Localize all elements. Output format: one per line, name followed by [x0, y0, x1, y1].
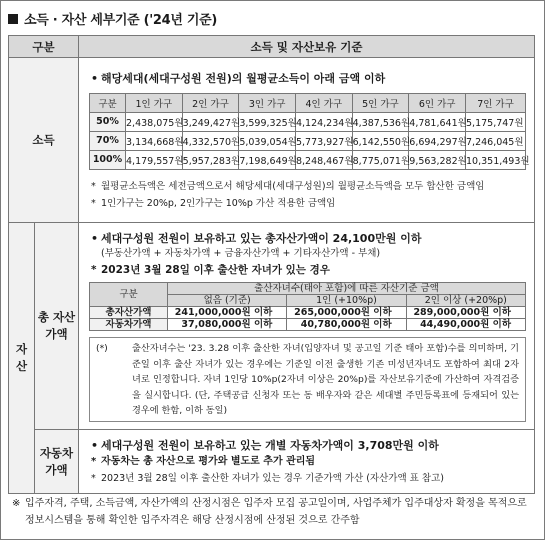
asset-table-header: 2인 이상 (+20%p) — [406, 295, 525, 307]
footnote — [12, 495, 534, 529]
car-asset-note: * 2023년 3월 28일 이후 출산한 자녀가 있는 경우 기준가액 가산 (자산가액 표 참고) — [89, 470, 526, 487]
asset-value-cell: 289,000,000원 이하 — [406, 307, 525, 319]
income-header-cell: 1인 가구 — [126, 93, 183, 112]
income-value-cell: 4,387,536원 — [352, 112, 409, 131]
newborn-note-box — [89, 337, 526, 422]
asset-value-cell: 44,490,000원 이하 — [406, 319, 525, 331]
asset-table-group-header: 출산자녀수(태아 포함)에 따른 자산기준 금액 — [168, 283, 526, 295]
square-bullet-icon — [8, 14, 18, 24]
newborn-note-label: (*) — [96, 343, 108, 355]
income-value-cell: 2,438,075원 — [126, 112, 183, 131]
income-value-cell: 6,694,297원 — [409, 131, 466, 150]
footnote-text: 입주자격, 주택, 소득금액, 자산가액의 산정시점은 입주자 모집 공고일이며, 사업주체가 입주대상자 확정을 목적으로 정보시스템을 통해 확인한 입주자격은 해당 산정시점에 산정된 것으로 간주함 — [25, 498, 527, 526]
income-value-cell: 4,124,234원 — [295, 112, 352, 131]
income-bullet: • 해당세대(세대구성원 전원)의 월평균소득이 아래 금액 이하 — [89, 71, 526, 86]
page-title-text: 소득 · 자산 세부기준 ('24년 기준) — [24, 13, 218, 28]
income-cell — [79, 58, 535, 223]
income-table-header-row — [90, 93, 526, 112]
income-row-key: 70% — [90, 131, 126, 150]
income-value-cell: 6,142,550원 — [352, 131, 409, 150]
header-criteria: 소득 및 자산보유 기준 — [79, 36, 535, 58]
asset-table-row — [90, 319, 526, 331]
header-category: 구분 — [9, 36, 79, 58]
income-value-cell: 5,039,054원 — [239, 131, 296, 150]
income-row-key: 50% — [90, 112, 126, 131]
asset-label: 자 산 — [9, 223, 35, 494]
criteria-table — [8, 35, 535, 494]
total-asset-formula: (부동산가액 + 자동차가액 + 금융자산가액 + 기타자산가액 - 부채) — [101, 248, 381, 260]
asset-table-row — [90, 307, 526, 319]
page-title — [8, 9, 217, 28]
income-table-row — [90, 150, 526, 169]
asset-table-header: 1인 (+10%p) — [287, 295, 406, 307]
income-header-cell: 5인 가구 — [352, 93, 409, 112]
income-value-cell: 5,773,927원 — [295, 131, 352, 150]
income-value-cell: 3,249,427원 — [182, 112, 239, 131]
income-value-cell: 7,246,045원 — [466, 131, 526, 150]
asset-value-cell: 241,000,000원 이하 — [168, 307, 287, 319]
asset-value-cell: 37,080,000원 이하 — [168, 319, 287, 331]
total-asset-cell — [79, 223, 535, 430]
income-value-cell: 4,179,557원 — [126, 150, 183, 169]
asset-table — [89, 282, 526, 331]
asset-value-cell: 265,000,000원 이하 — [287, 307, 406, 319]
income-table — [89, 93, 530, 170]
income-value-cell: 8,775,071원 — [352, 150, 409, 169]
income-value-cell: 3,134,668원 — [126, 131, 183, 150]
income-value-cell: 7,198,649원 — [239, 150, 296, 169]
car-asset-cell — [79, 430, 535, 494]
income-value-cell: 8,248,467원 — [295, 150, 352, 169]
income-row-key: 100% — [90, 150, 126, 169]
income-header-cell: 구분 — [90, 93, 126, 112]
asset-table-header: 없음 (기준) — [168, 295, 287, 307]
asset-row-key: 자동차가액 — [90, 319, 168, 331]
reference-mark-icon: ※ — [12, 498, 21, 509]
asset-table-corner: 구분 — [90, 283, 168, 307]
income-value-cell: 10,351,493원 — [466, 150, 526, 169]
income-value-cell: 4,781,641원 — [409, 112, 466, 131]
income-value-cell: 5,957,283원 — [182, 150, 239, 169]
car-asset-note: * 자동차는 총 자산으로 평가와 별도로 추가 관리됨 — [89, 453, 526, 470]
car-asset-label: 자동차 가액 — [35, 430, 79, 494]
income-header-cell: 4인 가구 — [295, 93, 352, 112]
newborn-note-text: 출산자녀수는 '23. 3.28 이후 출산한 자녀(입양자녀 및 공고일 기준 태아 포함)수를 의미하며, 기준일 이후 출산 자녀가 있는 경우에는 기준일 이전 출생한 기존 미성년자녀도 포함하여 최대 2자녀로 인정합니다. 자녀 1인당 10%p(2자녀 이상은 20%p)를 자산보유기준에 가산하여 자격검증을 실시합니다. (단, 주택공급 신청자 또는 동 배우자와 같은 세대별 주민등록표에 등재되어 있는 경우에 한함, 이하 동일) — [132, 343, 519, 417]
car-asset-bullet: • 세대구성원 전원이 보유하고 있는 개별 자동차가액이 3,708만원 이하 — [89, 438, 526, 453]
asset-row-key: 총자산가액 — [90, 307, 168, 319]
income-table-row — [90, 131, 526, 150]
income-header-cell: 6인 가구 — [409, 93, 466, 112]
total-asset-bullet: • 세대구성원 전원이 보유하고 있는 총자산가액이 24,100만원 이하 — [89, 231, 526, 246]
income-table-row — [90, 112, 526, 131]
income-value-cell: 5,175,747원 — [466, 112, 526, 131]
income-value-cell: 4,332,570원 — [182, 131, 239, 150]
income-header-cell: 7인 가구 — [466, 93, 526, 112]
income-value-cell: 9,563,282원 — [409, 150, 466, 169]
total-asset-note: * 2023년 3월 28일 이후 출산한 자녀가 있는 경우 — [89, 262, 526, 279]
income-value-cell: 3,599,325원 — [239, 112, 296, 131]
total-asset-label: 총 자산 가액 — [35, 223, 79, 430]
asset-value-cell: 40,780,000원 이하 — [287, 319, 406, 331]
income-note: * 1인가구는 20%p, 2인가구는 10%p 가산 적용한 금액임 — [89, 195, 526, 212]
income-note: * 월평균소득액은 세전금액으로서 해당세대(세대구성원)의 월평균소득액을 모두 합산한 금액임 — [89, 178, 526, 195]
income-header-cell: 2인 가구 — [182, 93, 239, 112]
income-header-cell: 3인 가구 — [239, 93, 296, 112]
income-label: 소득 — [9, 58, 79, 223]
